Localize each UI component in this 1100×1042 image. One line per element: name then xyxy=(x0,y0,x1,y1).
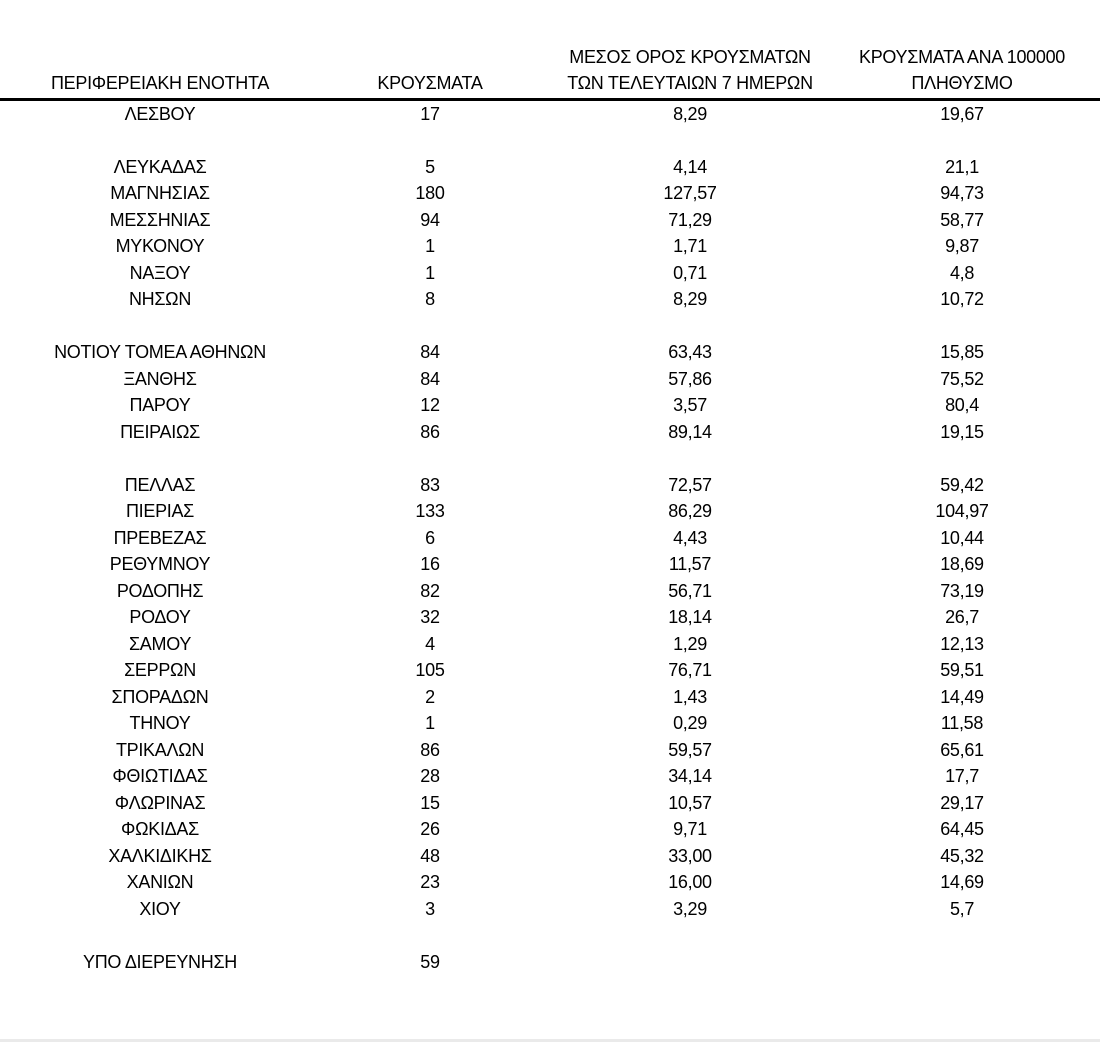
cases-cell: 84 xyxy=(420,368,440,389)
cases-cell: 1 xyxy=(425,236,435,257)
per100k-cell: 59,42 xyxy=(940,474,984,495)
table-row xyxy=(0,843,1100,870)
table-row xyxy=(0,181,1100,208)
region-cell: ΠΙΕΡΙΑΣ xyxy=(125,501,195,522)
per100k-cell: 15,85 xyxy=(940,342,984,363)
table-row xyxy=(0,260,1100,287)
cases-cell: 133 xyxy=(415,501,445,522)
cases-cell: 6 xyxy=(425,527,435,548)
table-row xyxy=(0,631,1100,658)
per100k-cell: 104,97 xyxy=(935,501,989,522)
region-cell: ΜΥΚΟΝΟΥ xyxy=(115,236,205,257)
region-cell: ΠΑΡΟΥ xyxy=(129,395,191,416)
table-row xyxy=(0,578,1100,605)
region-cell: ΦΛΩΡΙΝΑΣ xyxy=(114,792,206,813)
per100k-cell: 12,13 xyxy=(940,633,984,654)
col-header-avg7 xyxy=(540,0,840,100)
cases-cell: 86 xyxy=(420,739,440,760)
table-row xyxy=(0,817,1100,844)
avg7-cell: 4,14 xyxy=(673,156,707,177)
col-header-cases-label: ΚΡΟΥΣΜΑΤΑ xyxy=(377,73,483,93)
avg7-cell: 1,71 xyxy=(673,236,707,257)
table-row xyxy=(0,949,1100,976)
table-row xyxy=(0,154,1100,181)
cases-cell: 28 xyxy=(420,766,440,787)
table-row xyxy=(0,658,1100,685)
table-row xyxy=(0,340,1100,367)
col-header-region-label: ΠΕΡΙΦΕΡΕΙΑΚΗ ΕΝΟΤΗΤΑ xyxy=(50,73,270,93)
spacer-cell xyxy=(0,313,1100,340)
table-row xyxy=(0,366,1100,393)
per100k-cell: 19,67 xyxy=(940,103,984,124)
table-row xyxy=(0,605,1100,632)
table-row xyxy=(0,525,1100,552)
cases-cell: 3 xyxy=(425,898,435,919)
col-header-avg7-line2: ΤΩΝ ΤΕΛΕΥΤΑΙΩΝ 7 ΗΜΕΡΩΝ xyxy=(567,73,813,93)
avg7-cell: 86,29 xyxy=(668,501,712,522)
cases-cell: 1 xyxy=(425,713,435,734)
cases-cell: 84 xyxy=(420,342,440,363)
cases-cell: 23 xyxy=(420,872,440,893)
per100k-cell: 14,69 xyxy=(940,872,984,893)
table-row xyxy=(0,207,1100,234)
region-cell: ΣΠΟΡΑΔΩΝ xyxy=(111,686,209,707)
avg7-cell: 89,14 xyxy=(668,421,712,442)
avg7-cell: 3,57 xyxy=(673,395,707,416)
table-row xyxy=(0,287,1100,314)
cases-cell: 86 xyxy=(420,421,440,442)
region-cell: ΧΙΟΥ xyxy=(139,898,181,919)
region-cell: ΧΑΛΚΙΔΙΚΗΣ xyxy=(108,845,212,866)
per100k-cell: 59,51 xyxy=(940,660,984,681)
avg7-cell: 71,29 xyxy=(668,209,712,230)
per100k-cell xyxy=(840,949,1100,976)
cases-cell: 15 xyxy=(420,792,440,813)
cases-cell: 59 xyxy=(420,951,440,972)
avg7-cell: 4,43 xyxy=(673,527,707,548)
per100k-cell: 65,61 xyxy=(940,739,984,760)
avg7-cell: 0,71 xyxy=(673,262,707,283)
cases-cell: 8 xyxy=(425,289,435,310)
header-row xyxy=(0,0,1100,100)
spacer-cell xyxy=(0,446,1100,473)
avg7-cell: 1,43 xyxy=(673,686,707,707)
table-row xyxy=(0,737,1100,764)
region-cell: ΝΗΣΩΝ xyxy=(128,289,192,310)
region-cell: ΡΕΘΥΜΝΟΥ xyxy=(109,554,211,575)
col-header-per100k xyxy=(840,0,1100,100)
avg7-cell: 63,43 xyxy=(668,342,712,363)
table-row xyxy=(0,684,1100,711)
avg7-cell: 76,71 xyxy=(668,660,712,681)
per100k-cell: 5,7 xyxy=(949,898,975,919)
cases-cell: 17 xyxy=(420,103,440,124)
cases-cell: 12 xyxy=(420,395,440,416)
per100k-cell: 10,44 xyxy=(940,527,984,548)
region-cell: ΜΕΣΣΗΝΙΑΣ xyxy=(109,209,211,230)
cases-cell: 16 xyxy=(420,554,440,575)
table-row xyxy=(0,499,1100,526)
region-cell: ΤΡΙΚΑΛΩΝ xyxy=(115,739,205,760)
spacer-cell xyxy=(0,923,1100,950)
per100k-cell: 19,15 xyxy=(940,421,984,442)
per100k-cell: 64,45 xyxy=(940,819,984,840)
per100k-cell: 29,17 xyxy=(940,792,984,813)
table-row xyxy=(0,393,1100,420)
region-cell: ΛΕΣΒΟΥ xyxy=(124,103,196,124)
per100k-cell: 75,52 xyxy=(940,368,984,389)
cases-cell: 94 xyxy=(420,209,440,230)
region-cell: ΥΠΟ ΔΙΕΡΕΥΝΗΣΗ xyxy=(83,951,237,972)
avg7-cell: 18,14 xyxy=(668,607,712,628)
col-header-region xyxy=(0,0,320,100)
per100k-cell: 4,8 xyxy=(949,262,975,283)
avg7-cell: 8,29 xyxy=(673,103,707,124)
cases-cell: 83 xyxy=(420,474,440,495)
per100k-cell: 26,7 xyxy=(945,607,979,628)
cases-cell: 105 xyxy=(415,660,445,681)
col-header-avg7-line1: ΜΕΣΟΣ ΟΡΟΣ ΚΡΟΥΣΜΑΤΩΝ xyxy=(569,47,811,67)
region-cell: ΣΕΡΡΩΝ xyxy=(124,660,196,681)
region-cell: ΣΑΜΟΥ xyxy=(128,633,192,654)
table-row xyxy=(0,419,1100,446)
region-cell: ΠΕΛΛΑΣ xyxy=(124,474,196,495)
cases-cell: 180 xyxy=(415,183,445,204)
per100k-cell: 80,4 xyxy=(945,395,979,416)
cases-cell: 48 xyxy=(420,845,440,866)
per100k-cell: 9,87 xyxy=(945,236,979,257)
avg7-cell: 8,29 xyxy=(673,289,707,310)
table-body xyxy=(0,100,1100,976)
avg7-cell: 56,71 xyxy=(668,580,712,601)
region-cell: ΞΑΝΘΗΣ xyxy=(123,368,197,389)
per100k-cell: 10,72 xyxy=(940,289,984,310)
avg7-cell xyxy=(540,949,840,976)
avg7-cell: 59,57 xyxy=(668,739,712,760)
avg7-cell: 72,57 xyxy=(668,474,712,495)
table-header xyxy=(0,0,1100,100)
per100k-cell: 73,19 xyxy=(940,580,984,601)
per100k-cell: 45,32 xyxy=(940,845,984,866)
region-cell: ΡΟΔΟΥ xyxy=(129,607,191,628)
spacer-cell xyxy=(0,128,1100,155)
spacer-row xyxy=(0,128,1100,155)
region-cell: ΧΑΝΙΩΝ xyxy=(126,872,194,893)
avg7-cell: 33,00 xyxy=(668,845,712,866)
spacer-row xyxy=(0,446,1100,473)
region-cell: ΡΟΔΟΠΗΣ xyxy=(116,580,204,601)
avg7-cell: 0,29 xyxy=(673,713,707,734)
cases-cell: 5 xyxy=(425,156,435,177)
table-row xyxy=(0,896,1100,923)
cases-cell: 4 xyxy=(425,633,435,654)
table-row xyxy=(0,711,1100,738)
region-cell: ΜΑΓΝΗΣΙΑΣ xyxy=(110,183,210,204)
table-row xyxy=(0,764,1100,791)
avg7-cell: 1,29 xyxy=(673,633,707,654)
avg7-cell: 10,57 xyxy=(668,792,712,813)
per100k-cell: 21,1 xyxy=(945,156,979,177)
region-cell: ΦΘΙΩΤΙΔΑΣ xyxy=(112,766,208,787)
table-row xyxy=(0,552,1100,579)
table-row xyxy=(0,472,1100,499)
per100k-cell: 14,49 xyxy=(940,686,984,707)
region-cell: ΝΑΞΟΥ xyxy=(129,262,191,283)
region-cell: ΤΗΝΟΥ xyxy=(129,713,191,734)
avg7-cell: 11,57 xyxy=(668,554,712,575)
table-row xyxy=(0,870,1100,897)
region-cell: ΛΕΥΚΑΔΑΣ xyxy=(113,156,207,177)
per100k-cell: 17,7 xyxy=(945,766,979,787)
cases-cell: 2 xyxy=(425,686,435,707)
cases-cell: 32 xyxy=(420,607,440,628)
per100k-cell: 58,77 xyxy=(940,209,984,230)
cases-cell: 26 xyxy=(420,819,440,840)
avg7-cell: 127,57 xyxy=(663,183,717,204)
col-header-per100k-line2: ΠΛΗΘΥΣΜΟ xyxy=(911,73,1013,93)
avg7-cell: 9,71 xyxy=(673,819,707,840)
avg7-cell: 3,29 xyxy=(673,898,707,919)
region-cell: ΝΟΤΙΟΥ ΤΟΜΕΑ ΑΘΗΝΩΝ xyxy=(54,342,266,363)
avg7-cell: 57,86 xyxy=(668,368,712,389)
spacer-row xyxy=(0,313,1100,340)
region-cell: ΠΡΕΒΕΖΑΣ xyxy=(113,527,207,548)
region-cell: ΠΕΙΡΑΙΩΣ xyxy=(120,421,200,442)
region-cell: ΦΩΚΙΔΑΣ xyxy=(121,819,199,840)
cases-cell: 82 xyxy=(420,580,440,601)
table-row xyxy=(0,234,1100,261)
avg7-cell: 16,00 xyxy=(668,872,712,893)
col-header-cases xyxy=(320,0,540,100)
per100k-cell: 18,69 xyxy=(940,554,984,575)
col-header-per100k-line1: ΚΡΟΥΣΜΑΤΑ ΑΝΑ 100000 xyxy=(859,47,1065,67)
per100k-cell: 11,58 xyxy=(940,713,984,734)
avg7-cell: 34,14 xyxy=(668,766,712,787)
spacer-row xyxy=(0,923,1100,950)
per100k-cell: 94,73 xyxy=(940,183,984,204)
cases-cell: 1 xyxy=(425,262,435,283)
table-row xyxy=(0,790,1100,817)
table-row xyxy=(0,100,1100,128)
